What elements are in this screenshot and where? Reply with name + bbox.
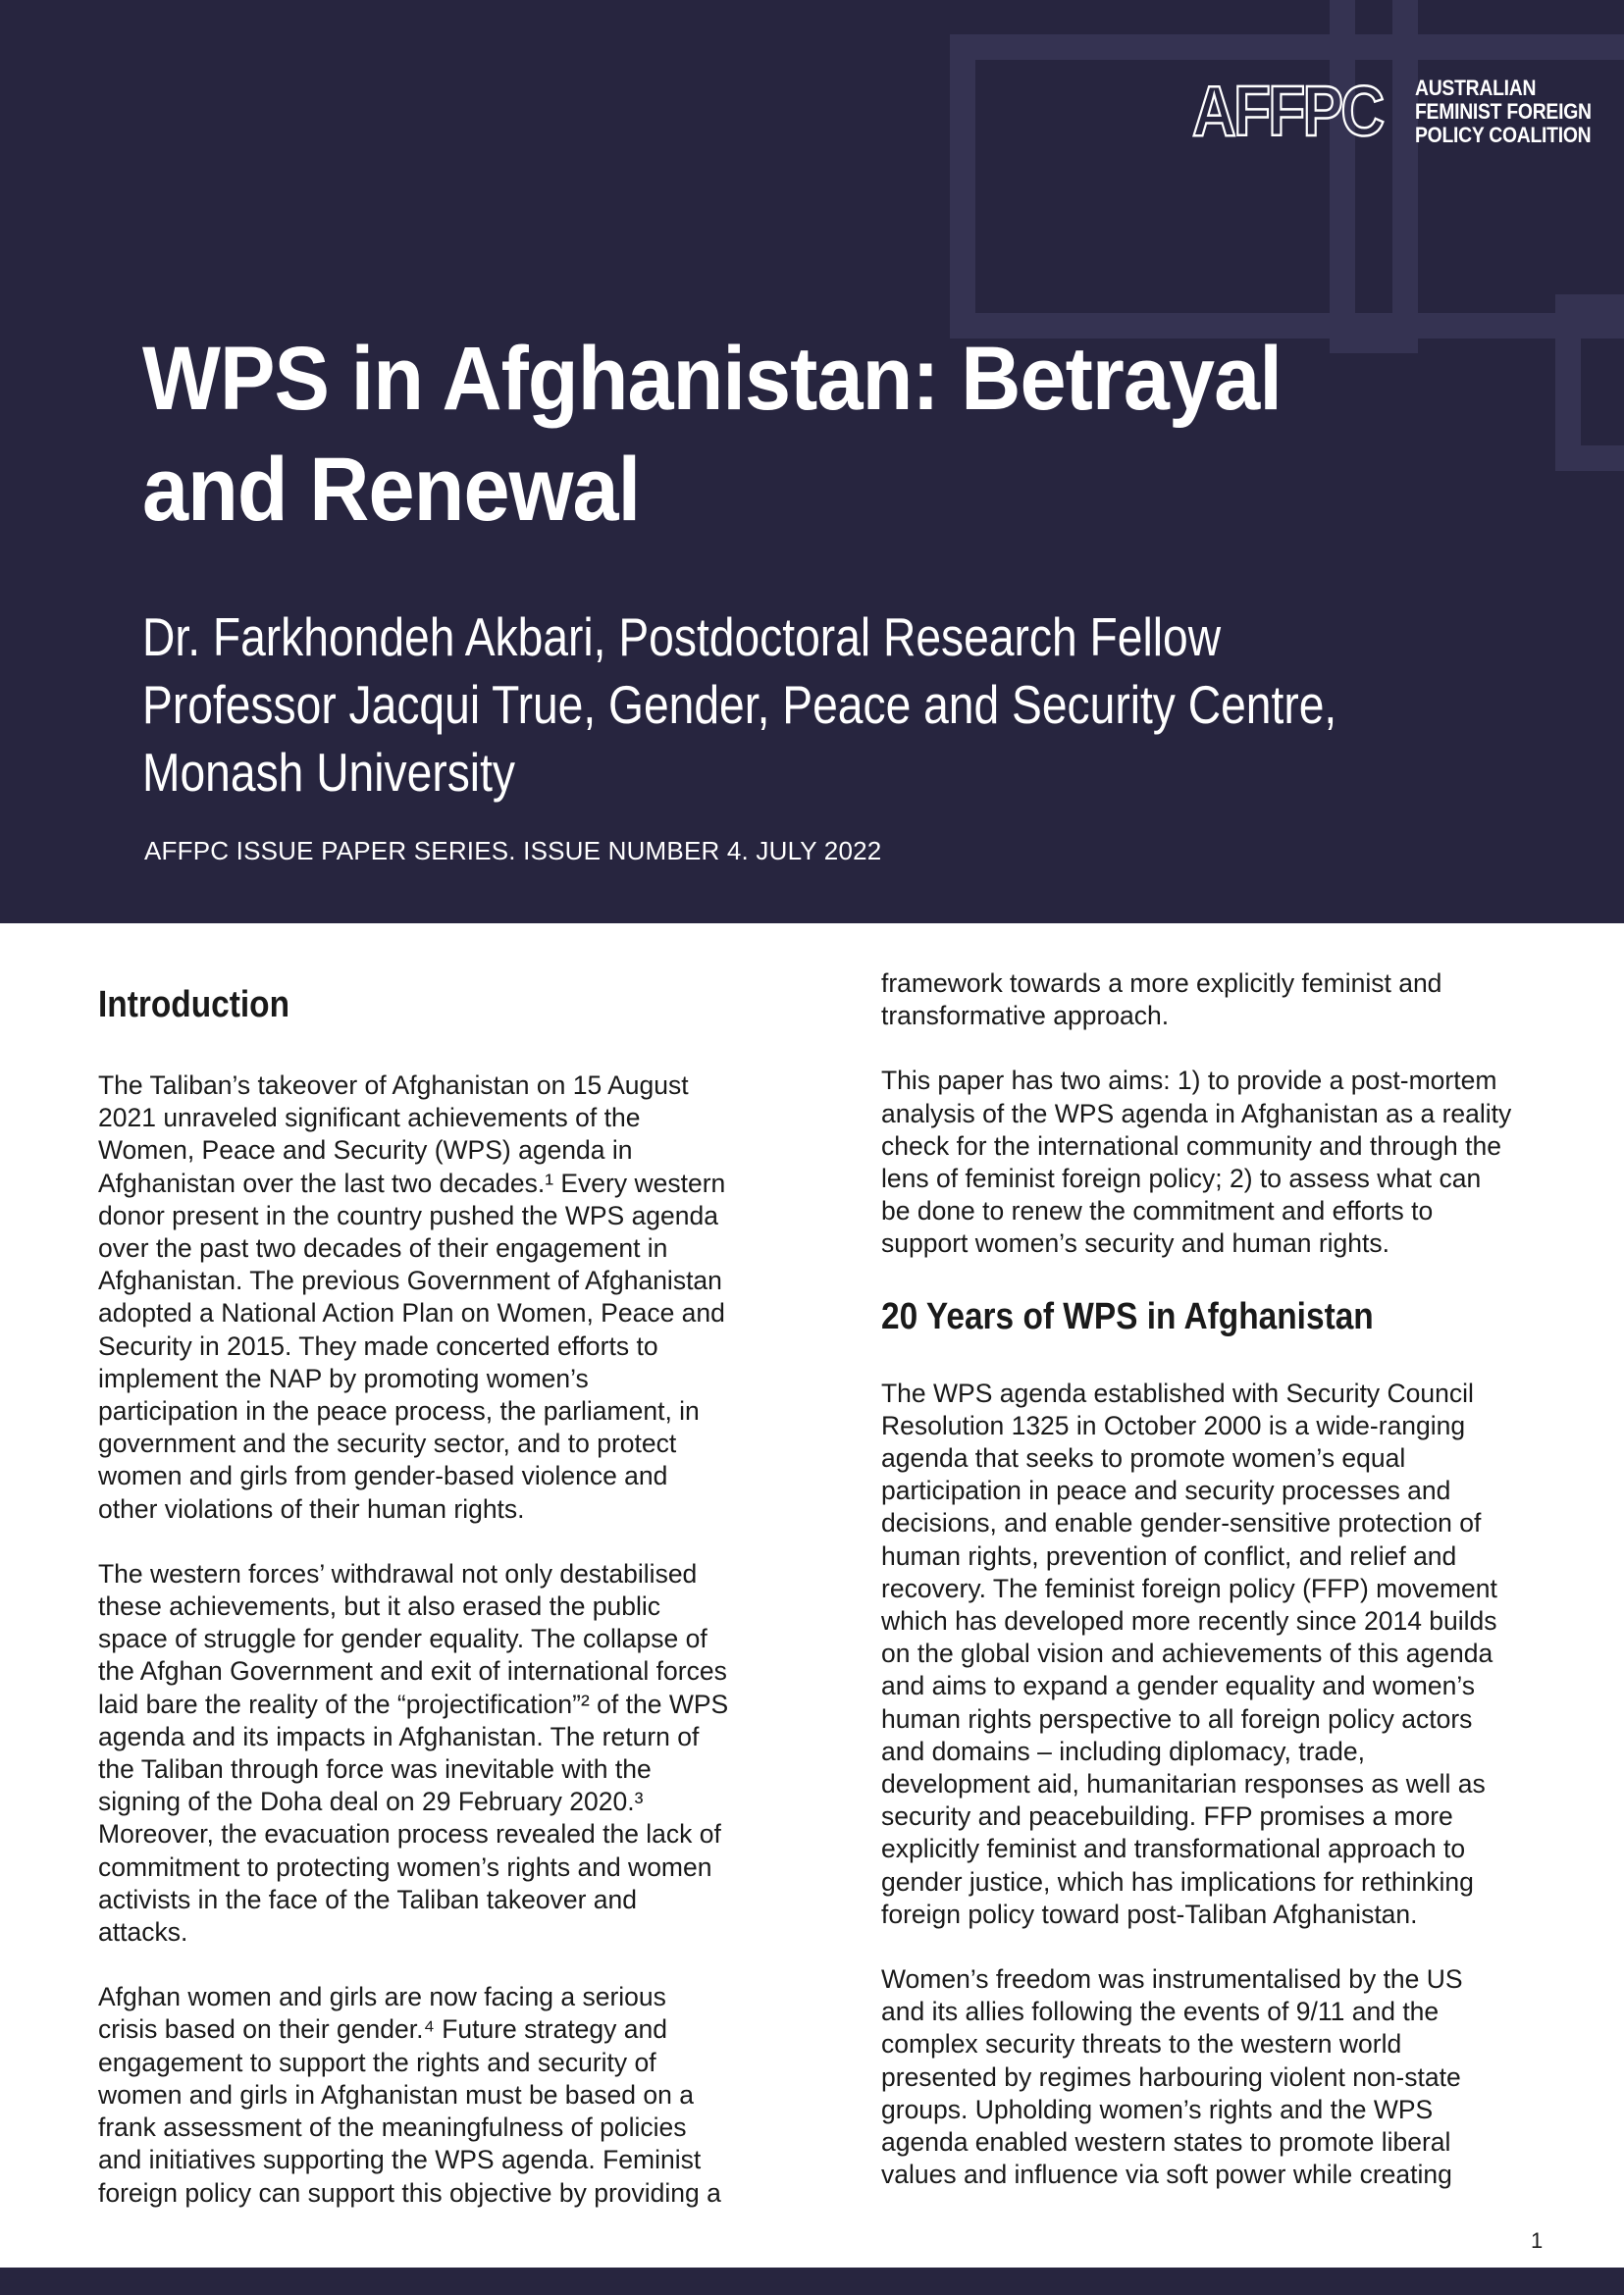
text-line: support women’s security and human rights. xyxy=(881,1228,1389,1259)
paper-title xyxy=(142,324,1388,546)
header-decoration-corner xyxy=(1555,294,1624,471)
text-line: government and the security sector, and to protect xyxy=(98,1429,677,1459)
text-line: human rights perspective to all foreign policy actors xyxy=(881,1703,1473,1734)
text-line: and initiatives supporting the WPS agenda. Feminist xyxy=(98,2145,702,2175)
body-paragraph xyxy=(881,1378,1558,1931)
text-line: security and peacebuilding. FFP promises a more xyxy=(881,1801,1453,1832)
body-paragraph xyxy=(881,1963,1558,2191)
introduction-heading: Introduction xyxy=(98,984,290,1025)
afffpc-logo xyxy=(1192,73,1620,151)
body-paragraph xyxy=(98,1558,775,1949)
text-line: foreign policy can support this objective by providing a xyxy=(98,2177,721,2208)
author-block xyxy=(142,603,1337,807)
text-line: framework towards a more explicitly feminist and xyxy=(881,968,1442,998)
text-line: space of struggle for gender equality. The collapse of xyxy=(98,1624,707,1654)
logo-line-3: POLICY COALITION xyxy=(1414,123,1592,147)
text-line: decisions, and enable gender-sensitive protection of xyxy=(881,1508,1482,1539)
title-line-2: and Renewal xyxy=(142,440,641,540)
text-line: The western forces’ withdrawal not only destabilised xyxy=(98,1558,698,1589)
text-line: and domains – including diplomacy, trade, xyxy=(881,1736,1365,1766)
text-line: over the past two decades of their engagement in xyxy=(98,1233,668,1264)
text-line: donor present in the country pushed the WPS agenda xyxy=(98,1200,719,1230)
text-line: development aid, humanitarian responses as well as xyxy=(881,1769,1486,1799)
text-line: implement the NAP by promoting women’s xyxy=(98,1363,589,1393)
text-line: complex security threats to the western world xyxy=(881,2029,1402,2060)
text-line: crisis based on their gender.⁴ Future strategy and xyxy=(98,2014,667,2045)
text-line: Afghanistan over the last two decades.¹ Every western xyxy=(98,1168,726,1198)
cover-header xyxy=(0,0,1624,923)
text-line: be done to renew the commitment and efforts to xyxy=(881,1196,1434,1226)
text-line: Women’s freedom was instrumentalised by the US xyxy=(881,1964,1463,1995)
text-line: engagement to support the rights and security of xyxy=(98,2047,656,2077)
text-line: frank assessment of the meaningfulness of policies xyxy=(98,2112,687,2143)
right-column-paragraphs-bottom xyxy=(881,1378,1558,2192)
text-line: agenda that seeks to promote women’s equal xyxy=(881,1443,1406,1474)
title-line-1: WPS in Afghanistan: Betrayal xyxy=(142,329,1282,429)
text-line: attacks. xyxy=(98,1917,188,1948)
author-line-1: Dr. Farkhondeh Akbari, Postdoctoral Research Fellow xyxy=(142,606,1222,667)
text-line: the Afghan Government and exit of international forces xyxy=(98,1656,727,1687)
text-line: Moreover, the evacuation process revealed the lack of xyxy=(98,1819,721,1850)
text-line: groups. Upholding women’s rights and the WPS xyxy=(881,2094,1434,2124)
text-line: and its allies following the events of 9/11 and the xyxy=(881,1997,1440,2027)
text-line: laid bare the reality of the “projectification”² of the WPS xyxy=(98,1689,729,1719)
text-line: check for the international community and through the xyxy=(881,1130,1501,1161)
text-line: lens of feminist foreign policy; 2) to assess what can xyxy=(881,1164,1482,1194)
issue-series-line: AFFPC ISSUE PAPER SERIES. ISSUE NUMBER 4. JULY 2022 xyxy=(144,836,882,865)
body-paragraph xyxy=(98,1069,775,1526)
text-line: Women, Peace and Security (WPS) agenda in xyxy=(98,1135,633,1166)
left-column-paragraphs xyxy=(98,1069,775,2210)
text-line: on the global vision and achievements of this agenda xyxy=(881,1639,1493,1669)
body-paragraph xyxy=(881,967,1558,1032)
text-line: these achievements, but it also erased the public xyxy=(98,1591,661,1622)
text-line: The WPS agenda established with Security Council xyxy=(881,1378,1474,1408)
text-line: signing of the Doha deal on 29 February 2020.³ xyxy=(98,1787,644,1817)
text-line: This paper has two aims: 1) to provide a post-mortem xyxy=(881,1066,1497,1096)
page-number: 1 xyxy=(1531,2228,1544,2253)
text-line: commitment to protecting women’s rights and women xyxy=(98,1852,712,1882)
text-line: The Taliban’s takeover of Afghanistan on 15 August xyxy=(98,1070,689,1100)
text-line: human rights, prevention of conflict, and relief and xyxy=(881,1540,1457,1571)
author-line-3: Monash University xyxy=(142,742,516,803)
text-line: and aims to expand a gender equality and women’s xyxy=(881,1671,1475,1701)
text-line: other violations of their human rights. xyxy=(98,1493,525,1524)
text-line: activists in the face of the Taliban takeover and xyxy=(98,1884,637,1914)
author-line-2: Professor Jacqui True, Gender, Peace and Security Centre, xyxy=(142,674,1337,735)
section-heading-20-years: 20 Years of WPS in Afghanistan xyxy=(881,1295,1374,1337)
header-decoration-bar xyxy=(1330,0,1418,353)
logo-line-2: FEMINIST FOREIGN xyxy=(1414,99,1592,124)
text-line: agenda enabled western states to promote liberal xyxy=(881,2127,1451,2158)
text-line: Security in 2015. They made concerted efforts to xyxy=(98,1330,658,1361)
text-line: values and influence via soft power while creating xyxy=(881,2160,1452,2190)
logo-line-1: AUSTRALIAN xyxy=(1414,76,1537,100)
left-column xyxy=(98,981,775,2242)
text-line: recovery. The feminist foreign policy (FFP) movement xyxy=(881,1573,1497,1603)
text-line: adopted a National Action Plan on Women, Peace and xyxy=(98,1298,725,1329)
text-line: which has developed more recently since 2014 builds xyxy=(881,1606,1497,1637)
text-line: agenda and its impacts in Afghanistan. The return of xyxy=(98,1721,700,1751)
logo-mark: AFFPC xyxy=(1192,73,1383,151)
text-line: Afghanistan. The previous Government of Afghanistan xyxy=(98,1266,722,1296)
body-paragraph xyxy=(98,1981,775,2209)
logo-wordmark xyxy=(1415,77,1592,147)
text-line: gender justice, which has implications for rethinking xyxy=(881,1866,1474,1897)
body-paragraph xyxy=(881,1065,1558,1260)
text-line: presented by regimes harbouring violent non-state xyxy=(881,2061,1461,2092)
text-line: analysis of the WPS agenda in Afghanistan as a reality xyxy=(881,1098,1512,1128)
right-column-paragraphs-top xyxy=(881,967,1558,1261)
text-line: explicitly feminist and transformational approach to xyxy=(881,1834,1466,1864)
text-line: Resolution 1325 in October 2000 is a wide-ranging xyxy=(881,1410,1466,1440)
text-line: participation in peace and security processes and xyxy=(881,1476,1451,1506)
text-line: women and girls from gender-based violence and xyxy=(98,1461,668,1491)
right-column xyxy=(881,967,1558,2224)
text-line: women and girls in Afghanistan must be based on a xyxy=(98,2079,694,2110)
text-line: 2021 unraveled significant achievements of the xyxy=(98,1103,641,1133)
footer-bar xyxy=(0,2268,1624,2295)
text-line: foreign policy toward post-Taliban Afghanistan. xyxy=(881,1899,1418,1929)
text-line: transformative approach. xyxy=(881,1001,1170,1031)
text-line: the Taliban through force was inevitable with the xyxy=(98,1754,652,1785)
text-line: Afghan women and girls are now facing a serious xyxy=(98,1982,666,2012)
text-line: participation in the peace process, the parliament, in xyxy=(98,1396,700,1427)
